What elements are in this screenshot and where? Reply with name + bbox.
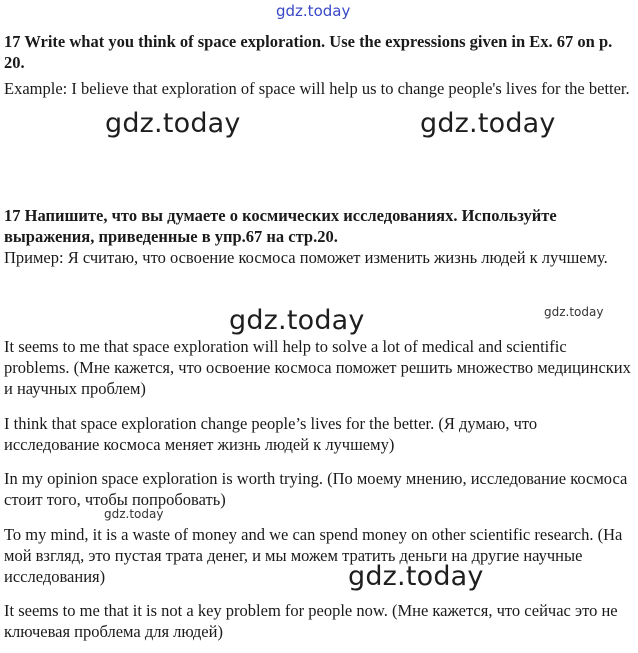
answer-5: It seems to me that it is not a key problem for people now. (Мне кажется, что сейчас это не ключевая проблема для людей)	[4, 601, 618, 641]
watermark-big-left: gdz.today	[105, 108, 241, 139]
watermark-top: gdz.today	[276, 2, 351, 20]
answer-3: In my opinion space exploration is worth trying. (По моему мнению, исследование космоса стоит того, чтобы попробовать)	[4, 469, 628, 509]
english-task-example: Example: I believe that exploration of space will help us to change people's lives for the better.	[4, 79, 630, 98]
answer-4: To my mind, it is a waste of money and we can spend money on other scientific research. (На мой взгляд, это пустая трата денег, и мы можем тратить деньги на другие научные исследования)	[4, 525, 623, 586]
answer-1: It seems to me that space exploration will help to solve a lot of medical and scientific problems. (Мне кажется, что освоение космоса поможет решить множество медицинских и научных проблем)	[4, 337, 631, 398]
watermark-big-right: gdz.today	[420, 108, 556, 139]
watermark-big-lower: gdz.today	[348, 561, 484, 592]
answer-2: I think that space exploration change people’s lives for the better. (Я думаю, что исследование космоса меняет жизнь людей к лучшему)	[4, 414, 538, 454]
russian-task-heading: 17 Напишите, что вы думаете о космических исследованиях. Используйте выражения, приведенные в упр.67 на стр.20.	[4, 206, 557, 246]
russian-task-example: Пример: Я считаю, что освоение космоса поможет изменить жизнь людей к лучшему.	[4, 248, 608, 267]
watermark-big-center: gdz.today	[229, 305, 365, 336]
english-task-heading: 17 Write what you think of space exploration. Use the expressions given in Ex. 67 on p. 20.	[4, 32, 613, 72]
watermark-small-mid: gdz.today	[104, 507, 164, 521]
watermark-small-right: gdz.today	[544, 305, 604, 319]
